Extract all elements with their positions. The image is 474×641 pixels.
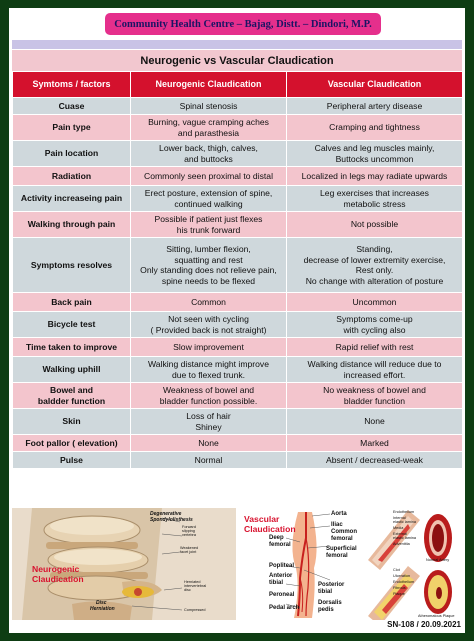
cell-line: Shiney [195,421,222,432]
artery-deep: Deep [269,535,284,541]
label-atheromatous-plaque: Atheromatous Plaque [418,614,455,618]
cell-line: Bowel and [50,385,93,395]
table-row [13,115,463,141]
neurogenic-cell [131,212,287,238]
cell-line: Not seen with cycling [168,314,249,324]
cell-line: Pain type [52,122,91,133]
vascular-cell [287,186,463,212]
cell-line: Symptoms come-up [336,314,413,324]
column-header-factors: Symtoms / factors [13,72,131,98]
vascular-label-line2: Claudication [244,524,296,534]
annotation-vertebra: vertebra [182,533,196,537]
cell-line: Leg exercises that increases [320,188,429,198]
artery-femoral-3: femoral [326,553,348,559]
artery-anterior: Anterior [269,573,293,579]
annotation-intervertebral: intervertebral [184,584,207,588]
factor-cell [13,357,131,383]
neurogenic-cell [131,409,287,435]
cell-line: Peripheral artery disease [326,100,423,111]
table-row [13,238,463,293]
cell-line: Normal [194,454,223,465]
vascular-label [244,514,296,534]
cell-line: baldder function [37,395,106,406]
factor-cell [13,435,131,452]
vascular-cell [287,212,463,238]
vascular-cell [287,238,463,293]
cell-line: ( Provided back is not straight) [150,324,267,335]
neurogenic-cell [131,238,287,293]
artery-pedis: pedis [318,607,334,613]
table-row [13,435,463,452]
artery-tibial-1: tibial [269,580,284,586]
factor-cell [13,167,131,186]
cell-line: spine needs to be flexed [161,275,256,286]
vascular-illustration [240,508,462,620]
cell-line: continued walking [174,198,243,209]
cell-line: bladder function [343,395,406,406]
neurogenic-cell [131,452,287,469]
annotation-disc-title: Disc [96,600,107,606]
cell-line: Rest only. [355,265,394,275]
factor-cell [13,293,131,312]
annotation-herniated: Herniated [184,580,201,584]
decorative-strip [12,40,462,49]
table-row [13,293,463,312]
layer-ulceration: Ulceration [393,574,411,578]
table-body [13,98,463,469]
vascular-cell [287,383,463,409]
table-row [13,186,463,212]
factor-cell [13,186,131,212]
factor-cell [13,115,131,141]
annotation-degenerative: Degenerative [150,511,182,517]
cell-line: Spinal stenosis [179,100,238,111]
neurogenic-cell [131,357,287,383]
artery-pedal-arch: Pedal arch [269,605,300,611]
artery-aorta: Aorta [331,511,347,517]
cell-line: Only standing does not relieve pain, [140,265,277,275]
cell-line: Loss of hair [186,411,231,421]
neurogenic-cell [131,98,287,115]
cell-line: Buttocks uncommon [335,153,414,164]
table-row [13,383,463,409]
annotation-weakened: Weakened [180,546,199,550]
page-title: Neurogenic vs Vascular Claudication [12,49,462,71]
spine-illustration [12,508,236,620]
cell-line: decrease of lower extremity exercise, [303,254,446,265]
cell-line: and buttocks [184,153,233,164]
comparison-table [12,71,463,469]
layer-adventitia: Adventitia [393,542,410,546]
cell-line: Common [191,296,226,307]
table-row [13,98,463,115]
cell-line: metabolic stress [343,198,406,209]
header-band [9,8,465,40]
cell-line: Time taken to improve [25,341,118,352]
vascular-cell [287,452,463,469]
cell-line: Slow improvement [173,341,244,352]
cell-line: No weakness of bowel and [323,385,426,395]
artery-superficial: Superficial [326,546,357,552]
cell-line: Activity increaseing pain [20,193,123,204]
cell-line: Localized in legs may radiate upwards [301,170,448,181]
cell-line: Back pain [51,296,92,307]
column-header-vascular: Vascular Claudication [287,72,463,98]
annotation-compressed: Compressed [184,608,206,612]
table-row [13,409,463,435]
cell-line: Marked [360,437,389,448]
cell-line: Commonly seen proximal to distal [144,170,273,181]
cell-line: None [364,416,385,427]
annotation-spondylolisthesis: Spondylolisthesis [150,517,193,523]
neurogenic-cell [131,141,287,167]
document-sheet [9,8,465,633]
cell-line: his trunk forward [176,224,241,235]
artery-dorsalis: Dorsalis [318,600,342,606]
factor-cell [13,409,131,435]
cell-line: Standing, [356,244,393,254]
artery-posterior: Posterior [318,582,345,588]
cell-line: Rapid relief with rest [335,341,414,352]
cell-line: bladder function possible. [159,395,258,406]
cell-line: Burning, vague cramping aches [148,117,269,127]
neurogenic-cell [131,115,287,141]
cell-line: due to flexed trunk. [171,369,246,380]
table-row [13,167,463,186]
artery-peroneal: Peroneal [269,592,295,598]
factor-cell [13,338,131,357]
cell-line: Walking through pain [27,219,116,230]
vascular-label-line1: Vascular [244,514,280,524]
cell-line: Erect posture, extension of spine, [144,188,273,198]
annotation-herniation: Herniation [90,606,115,612]
vascular-cell [287,409,463,435]
cell-line: Pulse [60,454,83,465]
neurogenic-label [32,564,84,584]
neurogenic-cell [131,167,287,186]
cell-line: Walking distance will reduce due to [307,359,442,369]
table-row [13,357,463,383]
cell-line: Pain location [44,148,99,159]
cell-line: Symptoms resolves [30,259,113,270]
document-code: SN-108 / 20.09.2021 [387,620,461,629]
neurogenic-label-line1: Neurogenic [32,564,80,574]
vascular-cell [287,312,463,338]
neurogenic-cell [131,338,287,357]
cell-line: Absent / decreased-weak [326,454,423,465]
vascular-cell [287,98,463,115]
neurogenic-cell [131,186,287,212]
factor-cell [13,238,131,293]
factor-cell [13,452,131,469]
factor-cell [13,141,131,167]
cell-line: with cycling also [343,324,406,335]
vascular-cell [287,115,463,141]
neurogenic-cell [131,293,287,312]
annotation-forward: Forward [182,525,196,529]
annotation-disc: disc [184,588,191,592]
cell-line: Weakness of bowel and [162,385,255,395]
layer-fibrous: Fibrous [393,586,406,590]
vascular-cell [287,435,463,452]
cell-line: squatting and rest [174,254,243,265]
layer-endothelium: Endothelium [393,510,415,514]
layer-internal: Internal [393,516,406,520]
vascular-cell [287,167,463,186]
annotation-slipping: slipping [182,529,195,533]
cell-line: Skin [62,416,81,427]
cell-line: Radiation [51,170,92,181]
cell-line: Sitting, lumber flexion, [166,244,251,254]
cell-line: Foot pallor ( elevation) [25,437,118,448]
layer-clot: Clot [393,568,400,572]
neurogenic-label-line2: Claudication [32,574,84,584]
artery-tibial-2: tibial [318,589,333,595]
cell-line: Possible if patient just flexes [154,214,263,224]
layer-external-lamina: elastic lamina [393,536,417,540]
vascular-cell [287,293,463,312]
cell-line: No change with alteration of posture [305,275,444,286]
cell-line: Bicycle test [47,319,96,330]
table-row [13,141,463,167]
cell-line: Not possible [350,219,399,230]
vascular-cell [287,357,463,383]
artery-femoral-2: femoral [269,542,291,548]
vascular-cell [287,141,463,167]
factor-cell [13,212,131,238]
cell-line: None [198,437,219,448]
layer-elastic-lamina: elastic lamina [393,520,417,524]
cell-line: Cuase [58,100,85,111]
factor-cell [13,383,131,409]
layer-media: Media [393,526,404,530]
illustrations [12,508,462,620]
table-row [13,212,463,238]
artery-popliteal: Popliteal [269,563,295,569]
factor-cell [13,98,131,115]
cell-line: Cramping and tightness [329,122,420,133]
centre-title: Community Health Centre – Bajag, Distt. – Dindori, M.P. [105,13,381,35]
label-normal-artery: Normal Artery [426,558,450,562]
column-header-neurogenic: Neurogenic Claudication [131,72,287,98]
cell-line: Lower back, thigh, calves, [159,143,258,153]
cell-line: Calves and leg muscles mainly, [314,143,435,153]
table-row [13,452,463,469]
cell-line: and parasthesia [177,127,240,138]
artery-common: Common [331,529,357,535]
artery-iliac: Iliac [331,522,343,528]
cell-line: increased effort. [343,369,406,380]
artery-femoral-1: femoral [331,536,353,542]
cell-line: Walking uphill [42,364,101,375]
layer-external: External [393,532,407,536]
factor-cell [13,312,131,338]
layer-plaque: Plaque [393,592,405,596]
table-row [13,312,463,338]
neurogenic-cell [131,383,287,409]
neurogenic-cell [131,312,287,338]
table-header-row [13,72,463,98]
annotation-facet-joint: facet joint [180,550,197,554]
cell-line: Uncommon [352,296,397,307]
cell-line: Walking distance might improve [148,359,269,369]
vascular-cell [287,338,463,357]
layer-endothelium-2: Endothelium [393,580,415,584]
table-row [13,338,463,357]
neurogenic-cell [131,435,287,452]
